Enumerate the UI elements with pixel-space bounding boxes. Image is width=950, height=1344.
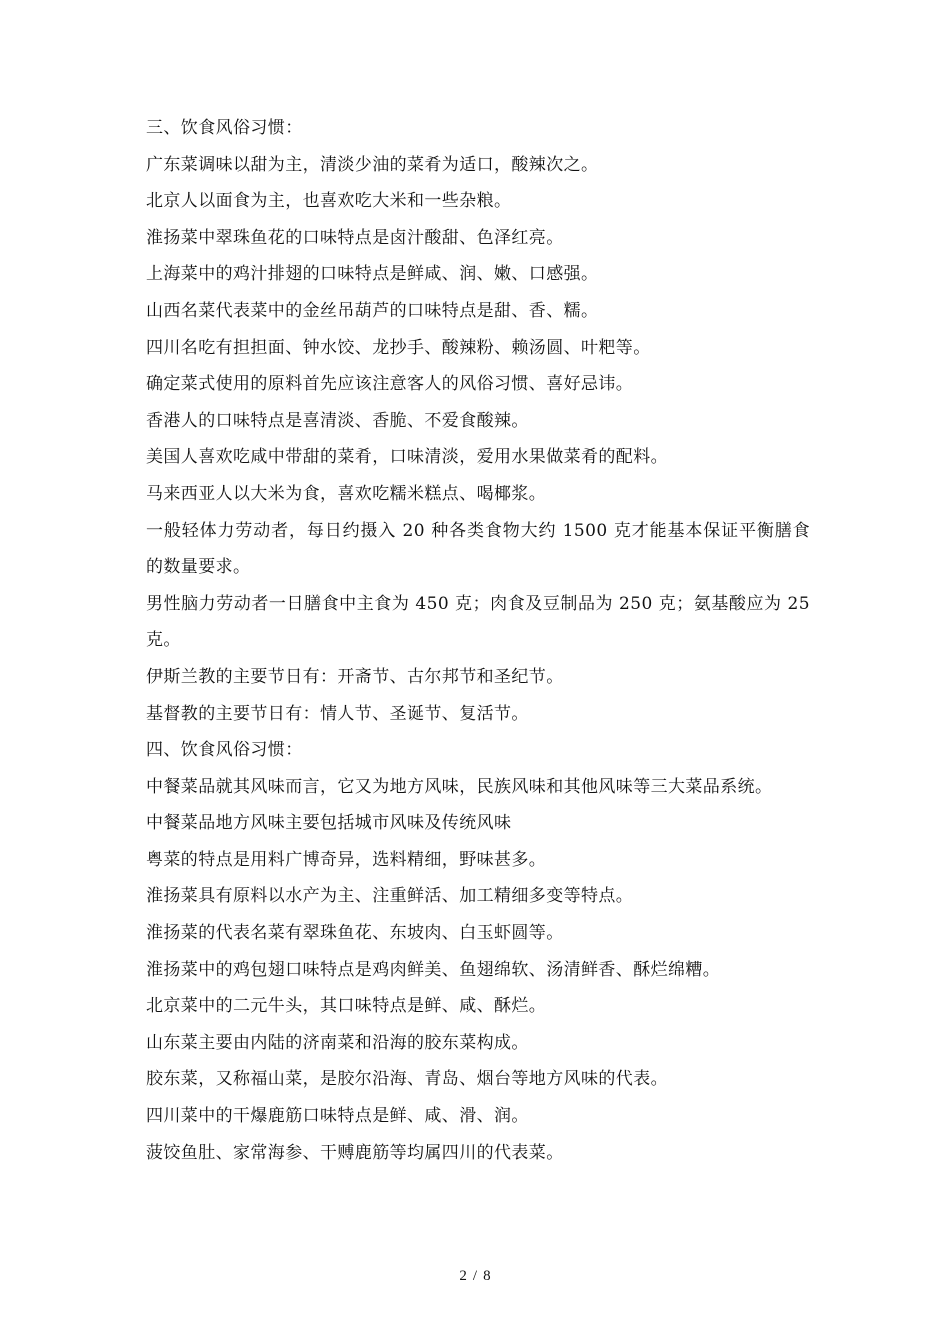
paragraph: 基督教的主要节日有：情人节、圣诞节、复活节。 xyxy=(146,703,529,724)
heading-section-3: 三、饮食风俗习惯： xyxy=(146,118,303,138)
paragraph: 淮扬菜的代表名菜有翠珠鱼花、东坡肉、白玉虾圆等。 xyxy=(146,923,564,944)
paragraph: 淮扬菜中翠珠鱼花的口味特点是卤汁酸甜、色泽红亮。 xyxy=(146,227,564,248)
paragraph: 男性脑力劳动者一日膳食中主食为 450 克；肉食及豆制品为 250 克；氨基酸应为 25 克。 xyxy=(146,593,810,651)
paragraph: 确定菜式使用的原料首先应该注意客人的风俗习惯、喜好忌讳。 xyxy=(146,374,634,395)
page-separator: / xyxy=(472,1268,478,1284)
page-total: 8 xyxy=(483,1268,491,1284)
paragraph: 北京人以面食为主，也喜欢吃大米和一些杂粮。 xyxy=(146,191,512,212)
paragraph: 香港人的口味特点是喜清淡、香脆、不爱食酸辣。 xyxy=(146,410,529,431)
paragraph: 中餐菜品地方风味主要包括城市风味及传统风味 xyxy=(146,813,512,834)
paragraph: 一般轻体力劳动者，每日约摄入 20 种各类食物大约 1500 克才能基本保证平衡膳食的数量要求。 xyxy=(146,520,810,578)
paragraph: 粤菜的特点是用料广博奇异，选料精细，野味甚多。 xyxy=(146,849,547,870)
page-current: 2 xyxy=(459,1268,467,1284)
paragraph: 菠饺鱼肚、家常海参、干赙鹿筋等均属四川的代表菜。 xyxy=(146,1142,564,1163)
paragraph: 淮扬菜具有原料以水产为主、注重鲜活、加工精细多变等特点。 xyxy=(146,886,634,907)
paragraph: 淮扬菜中的鸡包翅口味特点是鸡肉鲜美、鱼翅绵软、汤清鲜香、酥烂绵糟。 xyxy=(146,959,721,980)
paragraph: 山东菜主要由内陆的济南菜和沿海的胶东菜构成。 xyxy=(146,1032,529,1053)
paragraph: 广东菜调味以甜为主，清淡少油的菜肴为适口，酸辣次之。 xyxy=(146,154,599,175)
paragraph: 上海菜中的鸡汁排翅的口味特点是鲜咸、润、嫩、口感强。 xyxy=(146,264,599,285)
paragraph: 美国人喜欢吃咸中带甜的菜肴，口味清淡，爱用水果做菜肴的配料。 xyxy=(146,447,668,468)
paragraph: 马来西亚人以大米为食，喜欢吃糯米糕点、喝椰浆。 xyxy=(146,483,547,504)
paragraph: 山西名菜代表菜中的金丝吊葫芦的口味特点是甜、香、糯。 xyxy=(146,300,599,321)
paragraph: 北京菜中的二元牛头，其口味特点是鲜、咸、酥烂。 xyxy=(146,996,547,1017)
document-body xyxy=(146,110,810,1171)
paragraph: 四川名吃有担担面、钟水饺、龙抄手、酸辣粉、赖汤圆、叶粑等。 xyxy=(146,337,651,358)
paragraph: 中餐菜品就其风味而言，它又为地方风味，民族风味和其他风味等三大菜品系统。 xyxy=(146,776,773,797)
page-number xyxy=(0,1268,950,1285)
heading-section-4: 四、饮食风俗习惯： xyxy=(146,740,303,761)
paragraph: 四川菜中的干爆鹿筋口味特点是鲜、咸、滑、润。 xyxy=(146,1106,529,1127)
paragraph: 伊斯兰教的主要节日有：开斋节、古尔邦节和圣纪节。 xyxy=(146,666,564,687)
paragraph: 胶东菜，又称福山菜，是胶尔沿海、青岛、烟台等地方风味的代表。 xyxy=(146,1069,668,1090)
